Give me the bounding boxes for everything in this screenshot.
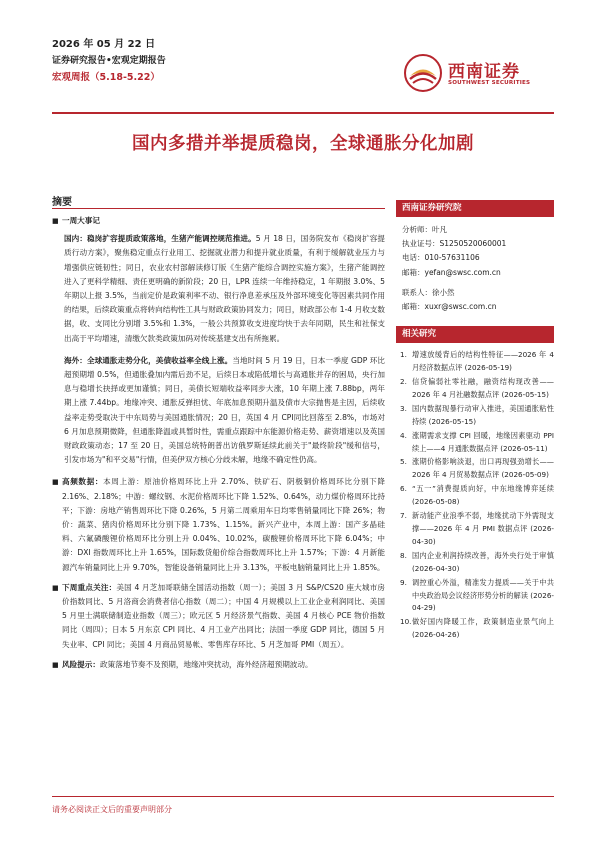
southwest-securities-logo-icon <box>404 54 442 92</box>
footer-divider <box>52 796 554 797</box>
analyst-value: S1250520060001 <box>439 239 507 249</box>
contact-label: 邮箱： <box>402 302 425 312</box>
bullet-icon: ■ <box>52 583 59 592</box>
contact-row <box>402 300 554 314</box>
related-item[interactable] <box>400 456 554 482</box>
paragraph-lead: 国内：稳岗扩容提质政策落地，生猪产能调控规范推进。 <box>64 234 256 244</box>
section-heading: 一周大事记 <box>62 216 100 225</box>
section-weekly-events <box>52 214 385 228</box>
analyst-info <box>396 217 554 314</box>
related-item-number: 5. <box>400 457 407 467</box>
abstract-label: 摘要 <box>52 197 72 208</box>
section-high-frequency <box>52 475 385 574</box>
related-item-number: 4. <box>400 430 407 440</box>
related-item-number: 7. <box>400 511 407 521</box>
related-item[interactable] <box>400 430 554 456</box>
sidebar-related-header: 相关研究 <box>396 326 554 343</box>
section-next-week <box>52 581 385 652</box>
bullet-icon: ■ <box>52 478 59 487</box>
analyst-row <box>402 266 554 280</box>
related-item-number: 10. <box>400 617 412 627</box>
related-item-number: 3. <box>400 403 407 413</box>
related-item-title: 国内数据现暴行动审入推进，美国通胀粘性持续 (2026-05-15) <box>412 403 554 426</box>
analyst-label: 执业证号： <box>402 239 440 249</box>
related-item-number: 2. <box>400 377 407 387</box>
section-text: 本周上游：原油价格周环比上升 2.70%、铁矿石、阴极铜价格周环比分别下降 2.16%、2.18%；中游：螺纹钢、水泥价格周环比下降 1.52%、0.64%，动力煤价格周环比持平；下游：房地产销售周环比下降 0.26%，5 月第二周乘用车日均零售销量同比下降 26%；物价：蔬菜、猪肉价格周环比分别下降 1.73%、1.15%。新兴产业中，本周上游：国产多晶硅料、六氟磷酸锂价格周环比分别上升 0.04%、10.02%，碳酸锂价格周环比下降 6.04%；中游：DXI 指数周环比上升 1.65%，国际数货船价综合指数周环比上升 1.57%；下游：4 月新能源汽车销量同比上升 9.70%，智能设备销量同比上升 3.13%，平板电脑销量同比上升 1.85%。 <box>62 477 385 572</box>
related-item[interactable] <box>400 403 554 429</box>
bullet-icon: ■ <box>52 660 59 669</box>
report-type: 证券研究报告•宏观定期报告 <box>52 56 166 66</box>
header-divider <box>52 112 554 114</box>
analyst-email-link[interactable]: yefan@swsc.com.cn <box>424 267 501 277</box>
analyst-value: 010-57631106 <box>424 253 480 263</box>
analyst-label: 分析师： <box>402 225 432 234</box>
paragraph-domestic <box>64 232 385 346</box>
related-item-title: 做好国内降暖工作，政策制造业景气向上 (2026-04-26) <box>412 617 554 640</box>
section-heading: 风险提示： <box>62 659 100 669</box>
paragraph-text: 当地时间 5 月 19 日，日本一季度 GDP 环比超预期增 0.5%，但通胀叠加内需后劲不足，后续日本或陷低增长与高通胀并存的困局，央行加息与稳增长抉择或更加谨慎；同日，美债长短端收益率同步大涨，10 年期上涨 7.88bp，两年期上涨 7.44bp。地缘冲突、通胀反弹担忧、年底加息预期升温及债市大宗抛售是主因，后续收益率走势受取决于中东局势与美国通胀情况；20 日，英国 4 月 CPI同比回落至 2.8%，市场对 6 月加息预期微降，但通胀降温或具暂时性，需重点跟踪中东能源价格走势、薪资增速以及英国财政政策动态；17 至 20 日，美国总统特朗普出访俄罗斯延续此前关于"最终阶段"缓和信号，引发市场为"和平交易"行情，但美伊双方核心分歧未解，地缘不确定性仍高。 <box>64 355 385 465</box>
related-item-title: 涨期价格影响淡退，出口再现强劲增长——2026 年 4 月贸易数据点评 (2026-05-09) <box>412 457 554 480</box>
contact-row <box>402 286 554 300</box>
paragraph-text: 5 月 18 日，国务院发布《稳岗扩容提质行动方案》，聚焦稳定重点行业用工、挖掘就业潜力和提升就业质量，有利于缓解就业压力与增强供应链韧性；同日，农业农村部解读修订版《生猪产能综合调控实施方案》，生猪产能调控进入了更科学精细、责任更明确的新阶段；20 日，LPR 连续一年维持稳定，1 年期报 3.0%、5 年期以上报 3.5%，当前定价是政策利率不动、银行净息差承压及外部环境变化等因素共同作用的结果，后续政策重点将转向结构性工具与财政政策协同发力；同日，财政部公布 1-4 月收支数据，收、支同比分别增 3.5%和 1.3%，一般公共预算收支进度均快于去年同期，民生和社保支出高于平均增速，清缴欠款类政策加码对传统基建支出有所拖累。 <box>64 234 386 343</box>
related-research-list <box>396 343 554 642</box>
sidebar <box>396 200 554 643</box>
related-item[interactable] <box>400 616 554 642</box>
report-header <box>52 38 166 85</box>
related-item[interactable] <box>400 483 554 509</box>
related-item-title: 增速放缓背后的结构性特征——2026 年 4 月经济数据点评 (2026-05-19) <box>412 350 554 373</box>
related-item-title: “五一”消费提质向好，中东地缘博弈延续 (2026-05-08) <box>412 484 554 507</box>
footer-disclaimer: 请务必阅读正文后的重要声明部分 <box>52 805 172 814</box>
section-text: 政策落地节奏不及预期，地缘冲突扰动，海外经济超预期波动。 <box>99 659 313 669</box>
related-item-title: 调控重心外溢，精准发力提质——关于中共中央政治局会议经济形势分析的解读 (2026-04-29) <box>412 577 554 613</box>
company-logo <box>404 54 552 94</box>
analyst-label: 电话： <box>402 253 425 263</box>
analyst-label: 邮箱： <box>402 267 425 277</box>
contact-label: 联系人： <box>402 287 432 297</box>
section-risk <box>52 658 385 672</box>
related-item-number: 1. <box>400 350 407 360</box>
related-item[interactable] <box>400 577 554 616</box>
logo-name-cn: 西南证券 <box>448 62 520 82</box>
abstract-divider <box>52 208 385 209</box>
analyst-row <box>402 223 554 237</box>
related-item[interactable] <box>400 376 554 402</box>
sidebar-team-header: 西南证券研究院 <box>396 200 554 217</box>
report-date: 2026 年 05 月 22 日 <box>52 39 156 50</box>
related-item-number: 9. <box>400 577 407 587</box>
bullet-icon: ■ <box>52 217 59 225</box>
analyst-row <box>402 237 554 251</box>
related-item-title: 涨期需求支撑 CPI 回暖，地缘因素驱动 PPI 续上——4 月通胀数据点评 (2026-05-11) <box>412 430 554 453</box>
paragraph-overseas <box>64 354 385 468</box>
contact-email-link[interactable]: xuxr@swsc.com.cn <box>424 302 497 312</box>
paragraph-lead: 海外：全球通胀走势分化，美债收益率全线上涨。 <box>64 355 233 365</box>
related-item[interactable] <box>400 510 554 549</box>
related-item-number: 8. <box>400 550 407 560</box>
abstract-body <box>52 214 385 672</box>
related-item[interactable] <box>400 349 554 375</box>
logo-name-en: SOUTHWEST SECURITIES <box>448 80 531 86</box>
section-text: 美国 4 月芝加哥联储全国活动指数（周一）；美国 3 月 S&P/CS20 座大城市房价指数同比、5 月洛商会消费者信心指数（周二）；中国 4 月规模以上工业企业利润同比、美国 5 月里士满联储制造业指数（周三）；欧元区 5 月经济景气指数、美国 4 月核心 PCE 物价指数同比（周四）；日本 5 月东京 CPI 同比、4 月工业产出同比；法国一季度 GDP 同比，德国 5 月失业率、CPI 同比；美国 4 月商品贸易帐、零售库存环比、5 月芝加哥 PMI（周五）。 <box>62 582 386 649</box>
related-item-title: 新动能产业浪季不弱，地缘扰动下外需现支撑——2026 年 4 月 PMI 数据点评 (2026-04-30) <box>412 511 554 546</box>
report-series: 宏观周报（5.18-5.22） <box>52 72 160 83</box>
related-item[interactable] <box>400 550 554 576</box>
contact-value: 徐小然 <box>432 287 455 297</box>
section-heading: 下周重点关注： <box>62 582 117 592</box>
analyst-row <box>402 251 554 265</box>
related-item-number: 6. <box>400 484 407 494</box>
related-item-title: 国内企业利润持续改善，海外央行处于审慎 (2026-04-30) <box>412 550 554 573</box>
analyst-value: 叶凡 <box>432 225 447 234</box>
page-title: 国内多措并举提质稳岗，全球通胀分化加剧 <box>132 134 474 154</box>
related-item-title: 信贷偏弱社零社融，融资结构现改善——2026 年 4 月社融数据点评 (2026-05-15) <box>412 377 554 399</box>
section-heading: 高频数据： <box>62 477 104 487</box>
